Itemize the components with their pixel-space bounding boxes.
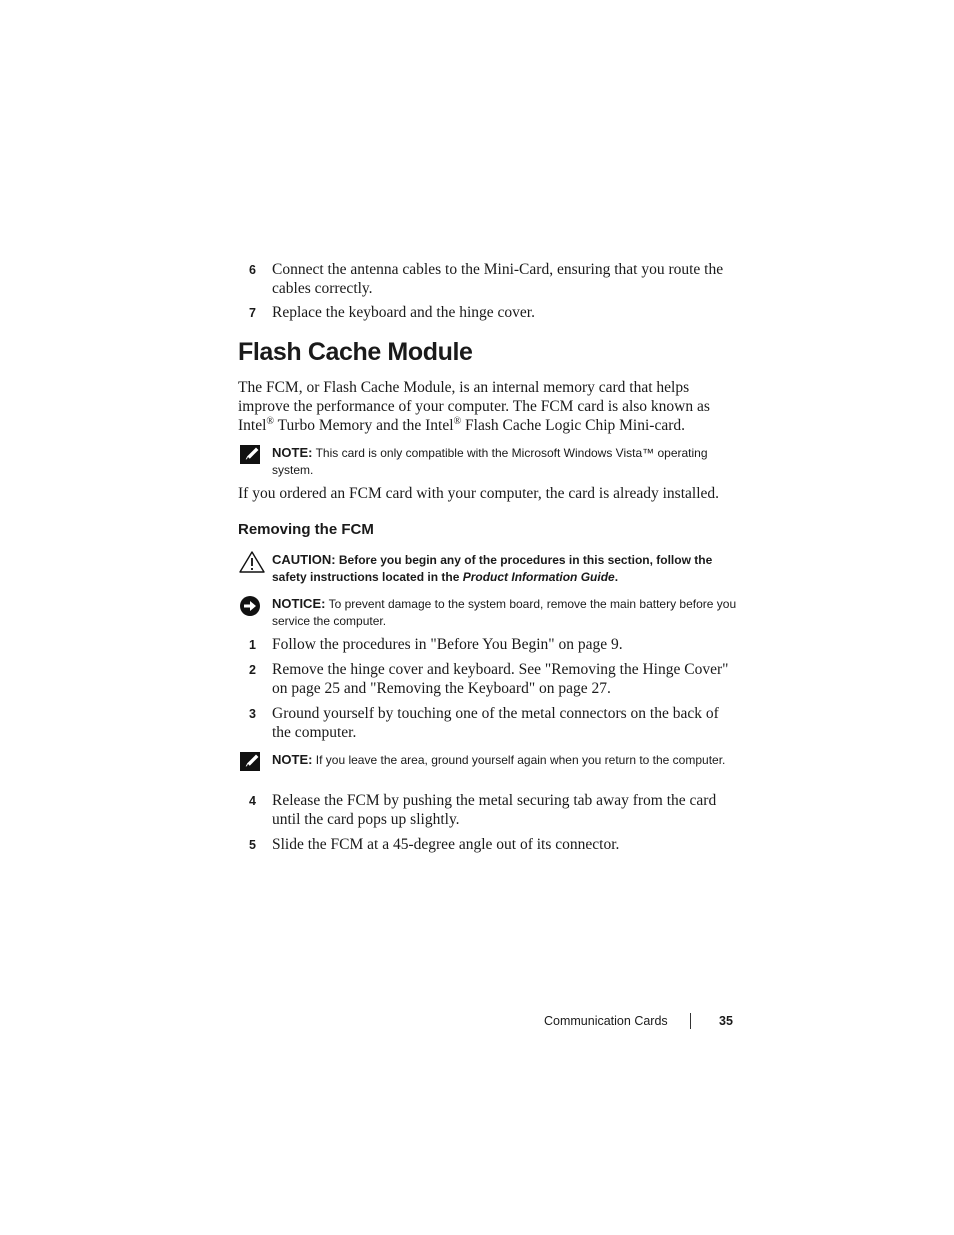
note-text: This card is only compatible with the Microsoft Windows Vista™ operating system. <box>272 446 708 477</box>
intro-text-1: The FCM, or Flash Cache Module, is an internal memory card that helps improve the performance of your computer. The FCM card is also known as Intel <box>238 379 710 434</box>
notice-text: To prevent damage to the system board, remove the main battery before you service the computer. <box>272 597 737 628</box>
caution-text: Before you begin any of the procedures in this section, follow the safety instructions located in the <box>272 553 713 584</box>
step-2 <box>238 660 738 698</box>
step-1 <box>238 635 738 654</box>
footer-section-title: Communication Cards <box>544 1014 668 1028</box>
registered-mark: ® <box>453 415 462 427</box>
step-5 <box>238 835 738 854</box>
guide-title: Product Information Guide <box>462 570 615 584</box>
intro-paragraph <box>238 378 738 435</box>
step-text: Connect the antenna cables to the Mini-Card, ensuring that you route the cables correctly. <box>272 261 724 297</box>
notice-arrow-icon <box>239 595 265 617</box>
step-number: 1 <box>249 638 256 652</box>
caution-callout <box>238 551 738 586</box>
step-text: Ground yourself by touching one of the metal connectors on the back of the computer. <box>272 705 719 741</box>
note-pencil-icon <box>239 444 265 466</box>
footer-divider <box>690 1013 691 1029</box>
step-text: Replace the keyboard and the hinge cover. <box>272 304 535 321</box>
step-number: 5 <box>249 838 256 852</box>
notice-callout <box>238 595 738 630</box>
note-compatibility <box>238 444 738 479</box>
step-number: 2 <box>249 663 256 677</box>
page-number: 35 <box>719 1014 733 1028</box>
notice-label: NOTICE: <box>272 596 326 611</box>
step-number: 7 <box>249 306 256 320</box>
intro-text-3: Flash Cache Logic Chip Mini-card. <box>461 417 685 434</box>
caution-label: CAUTION: <box>272 552 336 567</box>
step-7 <box>238 303 738 322</box>
registered-mark: ® <box>266 415 275 427</box>
step-6 <box>238 260 738 298</box>
step-text: Follow the procedures in "Before You Begin" on page 9. <box>272 636 623 653</box>
step-text: Remove the hinge cover and keyboard. See "Removing the Hinge Cover" on page 25 and "Removing the Keyboard" on page 27. <box>272 661 729 697</box>
note-text: If you leave the area, ground yourself again when you return to the computer. <box>312 753 726 767</box>
step-number: 4 <box>249 794 256 808</box>
intro-text-2: Turbo Memory and the Intel <box>274 417 454 434</box>
note-pencil-icon <box>239 751 265 773</box>
step-text: Release the FCM by pushing the metal securing tab away from the card until the card pops up slightly. <box>272 792 717 828</box>
step-3 <box>238 704 738 742</box>
caution-triangle-icon <box>239 551 265 573</box>
step-number: 6 <box>249 263 256 277</box>
note-label: NOTE: <box>272 752 313 767</box>
note-label: NOTE: <box>272 445 313 460</box>
step-number: 3 <box>249 707 256 721</box>
caution-end: . <box>614 570 619 584</box>
section-title: Flash Cache Module <box>238 338 473 366</box>
ordered-paragraph: If you ordered an FCM card with your computer, the card is already installed. <box>238 485 720 502</box>
note-grounding <box>238 751 738 769</box>
subsection-title: Removing the FCM <box>238 521 374 538</box>
step-text: Slide the FCM at a 45-degree angle out of its connector. <box>272 836 620 853</box>
step-4 <box>238 791 738 829</box>
